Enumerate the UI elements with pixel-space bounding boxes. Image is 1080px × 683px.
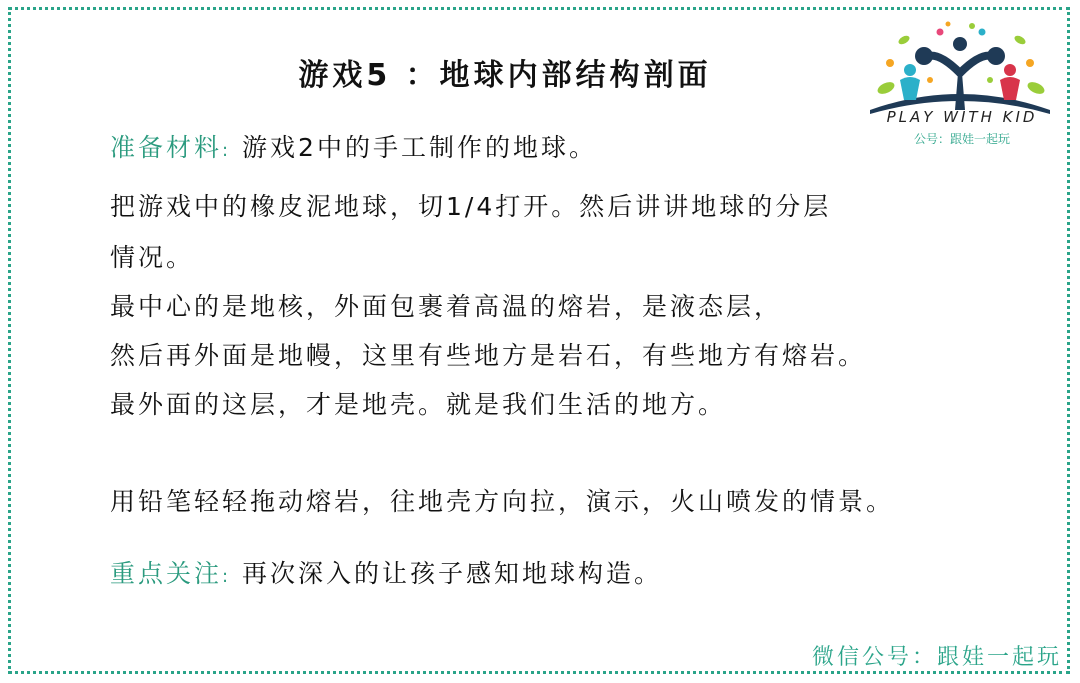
tree-logo-icon [860, 18, 1060, 148]
page-title: 游戏5 ：地球内部结构剖面 [298, 58, 712, 93]
body-line-6: 用铅笔轻轻拖动熔岩，往地壳方向拉，演示，火山喷发的情景。 [110, 487, 895, 516]
footer-wechat-account: 微信公号：跟娃一起玩 [811, 645, 1062, 670]
body-line-4: 然后再外面是地幔，这里有些地方是岩石，有些地方有熔岩。 [110, 341, 867, 370]
body-line-3: 最中心的是地核，外面包裹着高温的熔岩，是液态层， [110, 292, 783, 321]
focus-text: 再次深入的让孩子感知地球构造。 [242, 559, 663, 588]
logo-brand-text: PLAY WITH KID [886, 108, 1038, 126]
body-line-2: 情况。 [110, 243, 195, 272]
materials-line [110, 128, 597, 164]
materials-label: 准备材料: [110, 133, 232, 162]
body-line-1: 把游戏中的橡皮泥地球，切1/4打开。然后讲讲地球的分层 [110, 192, 832, 221]
materials-text: 游戏2中的手工制作的地球。 [242, 133, 597, 162]
focus-line [110, 554, 662, 590]
body-line-5: 最外面的这层，才是地壳。就是我们生活的地方。 [110, 390, 727, 419]
focus-label: 重点关注: [110, 559, 232, 588]
logo-subtitle: 公号：跟娃一起玩 [913, 132, 1010, 146]
